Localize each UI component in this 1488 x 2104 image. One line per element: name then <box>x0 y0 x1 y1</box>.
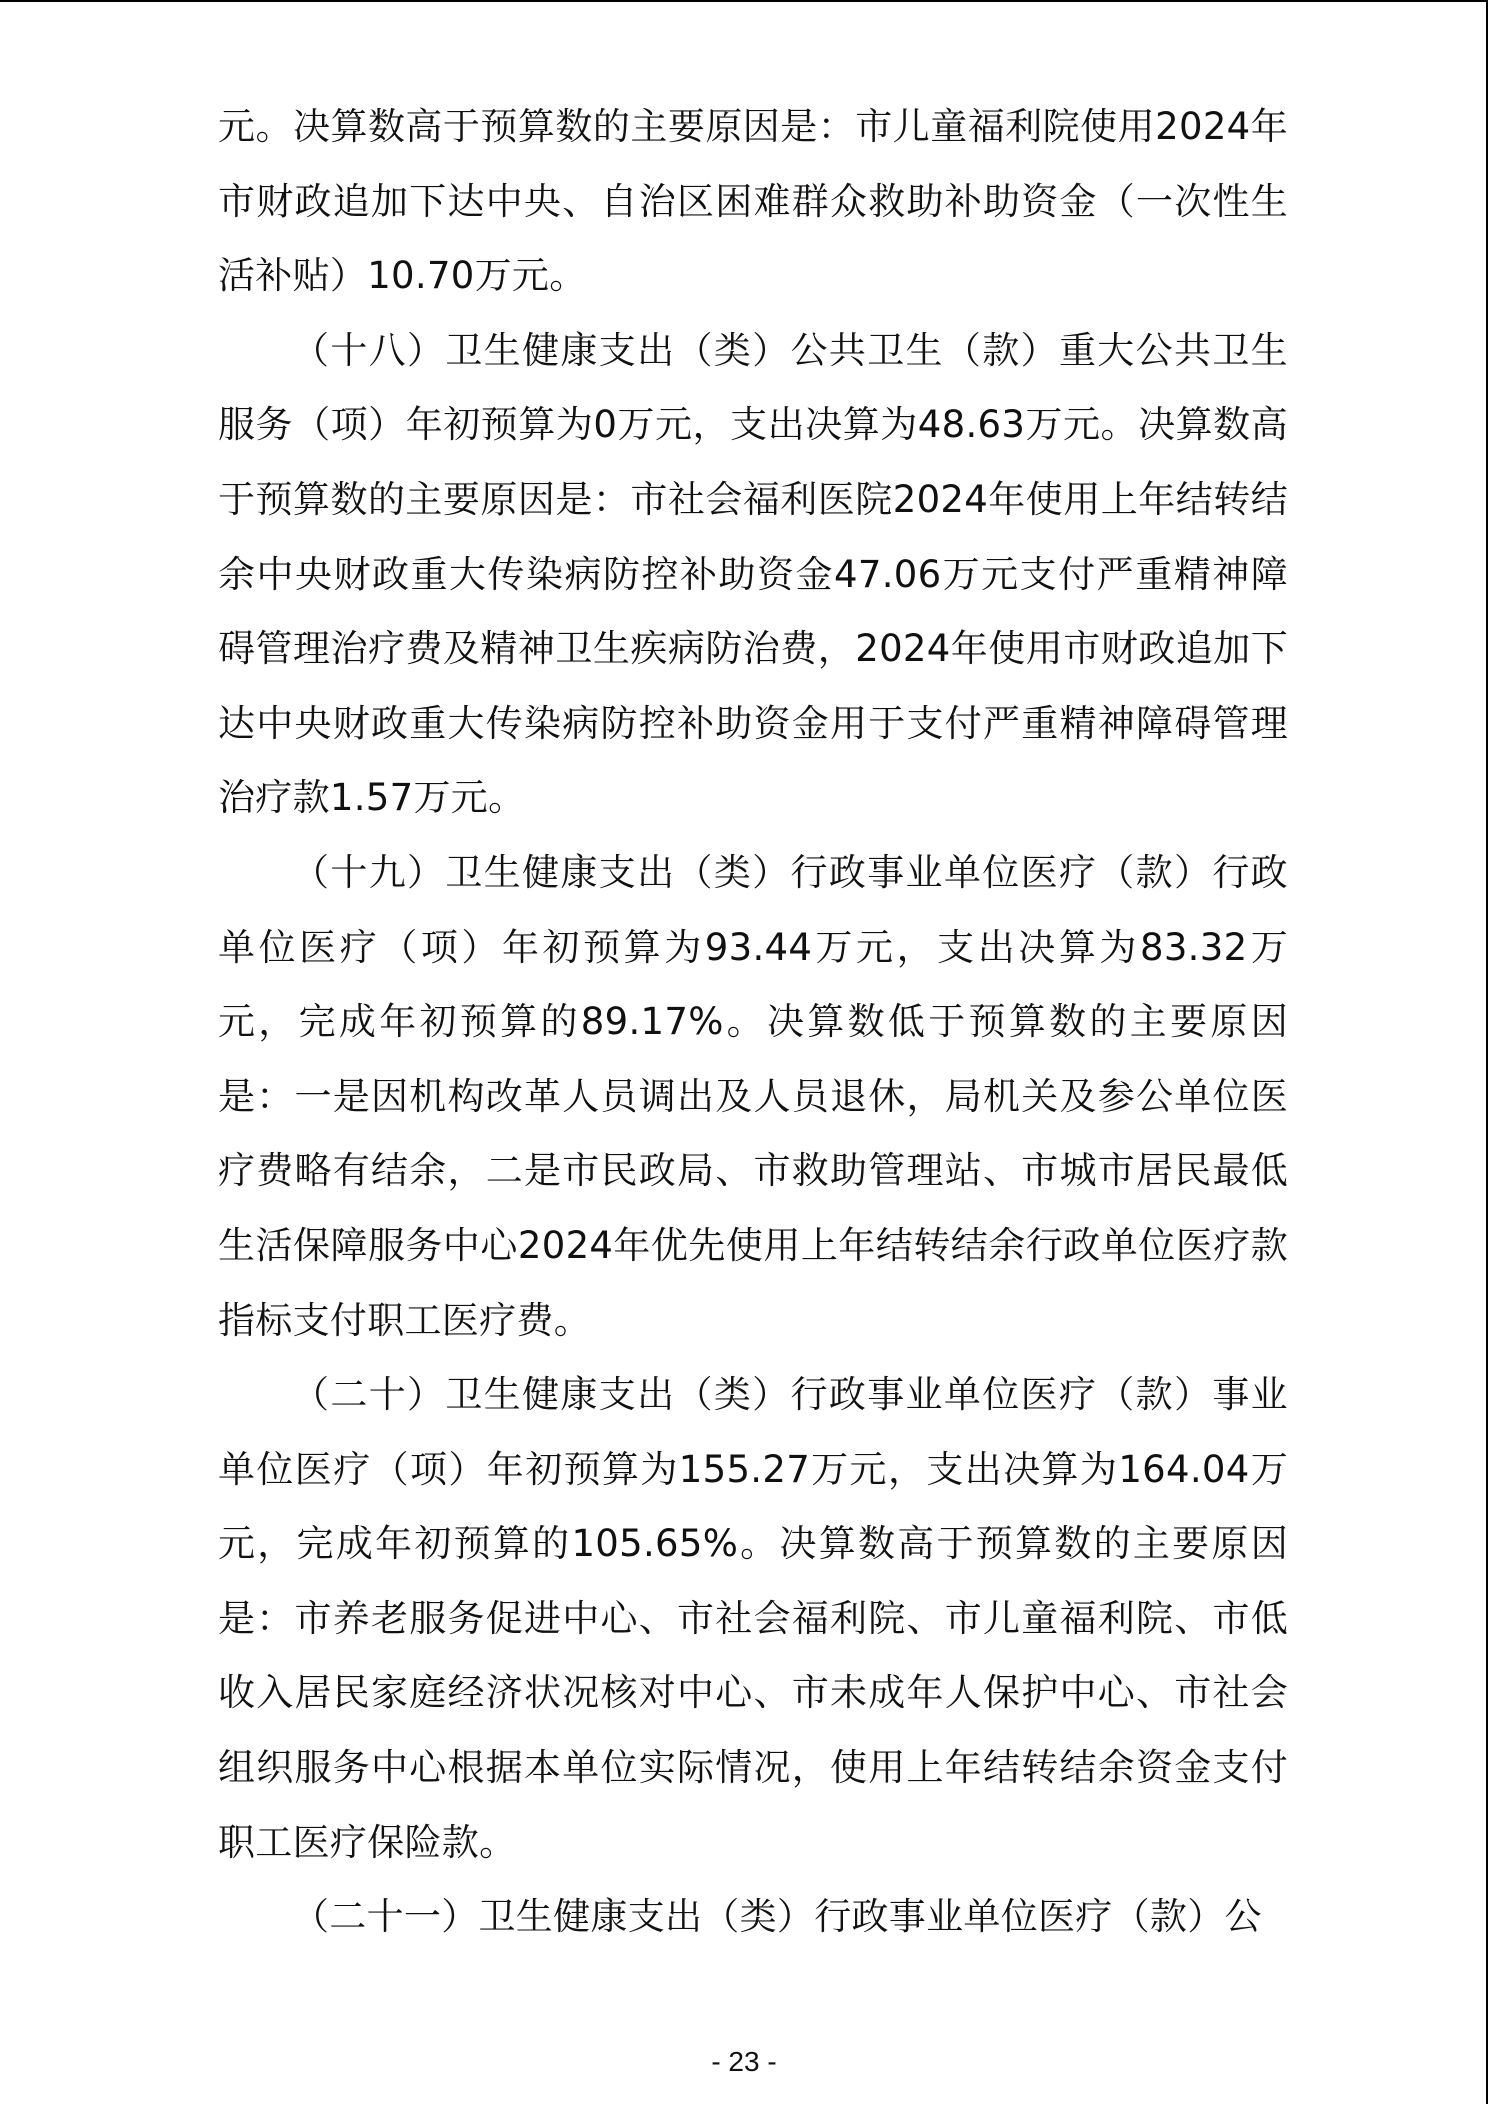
page-number: - 23 - <box>711 2046 777 2077</box>
document-body <box>218 90 1288 1955</box>
paragraph-item-19: （十九）卫生健康支出（类）行政事业单位医疗（款）行政单位医疗（项）年初预算为93.44万元，支出决算为83.32万元，完成年初预算的89.17%。决算数低于预算数的主要原因是：一是因机构改革人员调出及人员退休，局机关及参公单位医疗费略有结余，二是市民政局、市救助管理站、市城市居民最低生活保障服务中心2024年优先使用上年结转结余行政单位医疗款指标支付职工医疗费。 <box>218 850 1288 1342</box>
paragraph-item-21: （二十一）卫生健康支出（类）行政事业单位医疗（款）公 <box>292 1895 1262 1939</box>
paragraph-continuation: 元。决算数高于预算数的主要原因是：市儿童福利院使用2024年市财政追加下达中央、自治区困难群众救助补助资金（一次性生活补贴）10.70万元。 <box>218 105 1288 298</box>
paragraph-item-18: （十八）卫生健康支出（类）公共卫生（款）重大公共卫生服务（项）年初预算为0万元，支出决算为48.63万元。决算数高于预算数的主要原因是：市社会福利医院2024年使用上年结转结余中央财政重大传染病防控补助资金47.06万元支付严重精神障碍管理治疗费及精神卫生疾病防治费，2024年使用市财政追加下达中央财政重大传染病防控补助资金用于支付严重精神障碍管理治疗款1.57万元。 <box>218 328 1288 820</box>
paragraph-item-20: （二十）卫生健康支出（类）行政事业单位医疗（款）事业单位医疗（项）年初预算为155.27万元，支出决算为164.04万元，完成年初预算的105.65%。决算数高于预算数的主要原因是：市养老服务促进中心、市社会福利院、市儿童福利院、市低收入居民家庭经济状况核对中心、市未成年人保护中心、市社会组织服务中心根据本单位实际情况，使用上年结转结余资金支付职工医疗保险款。 <box>218 1373 1288 1864</box>
